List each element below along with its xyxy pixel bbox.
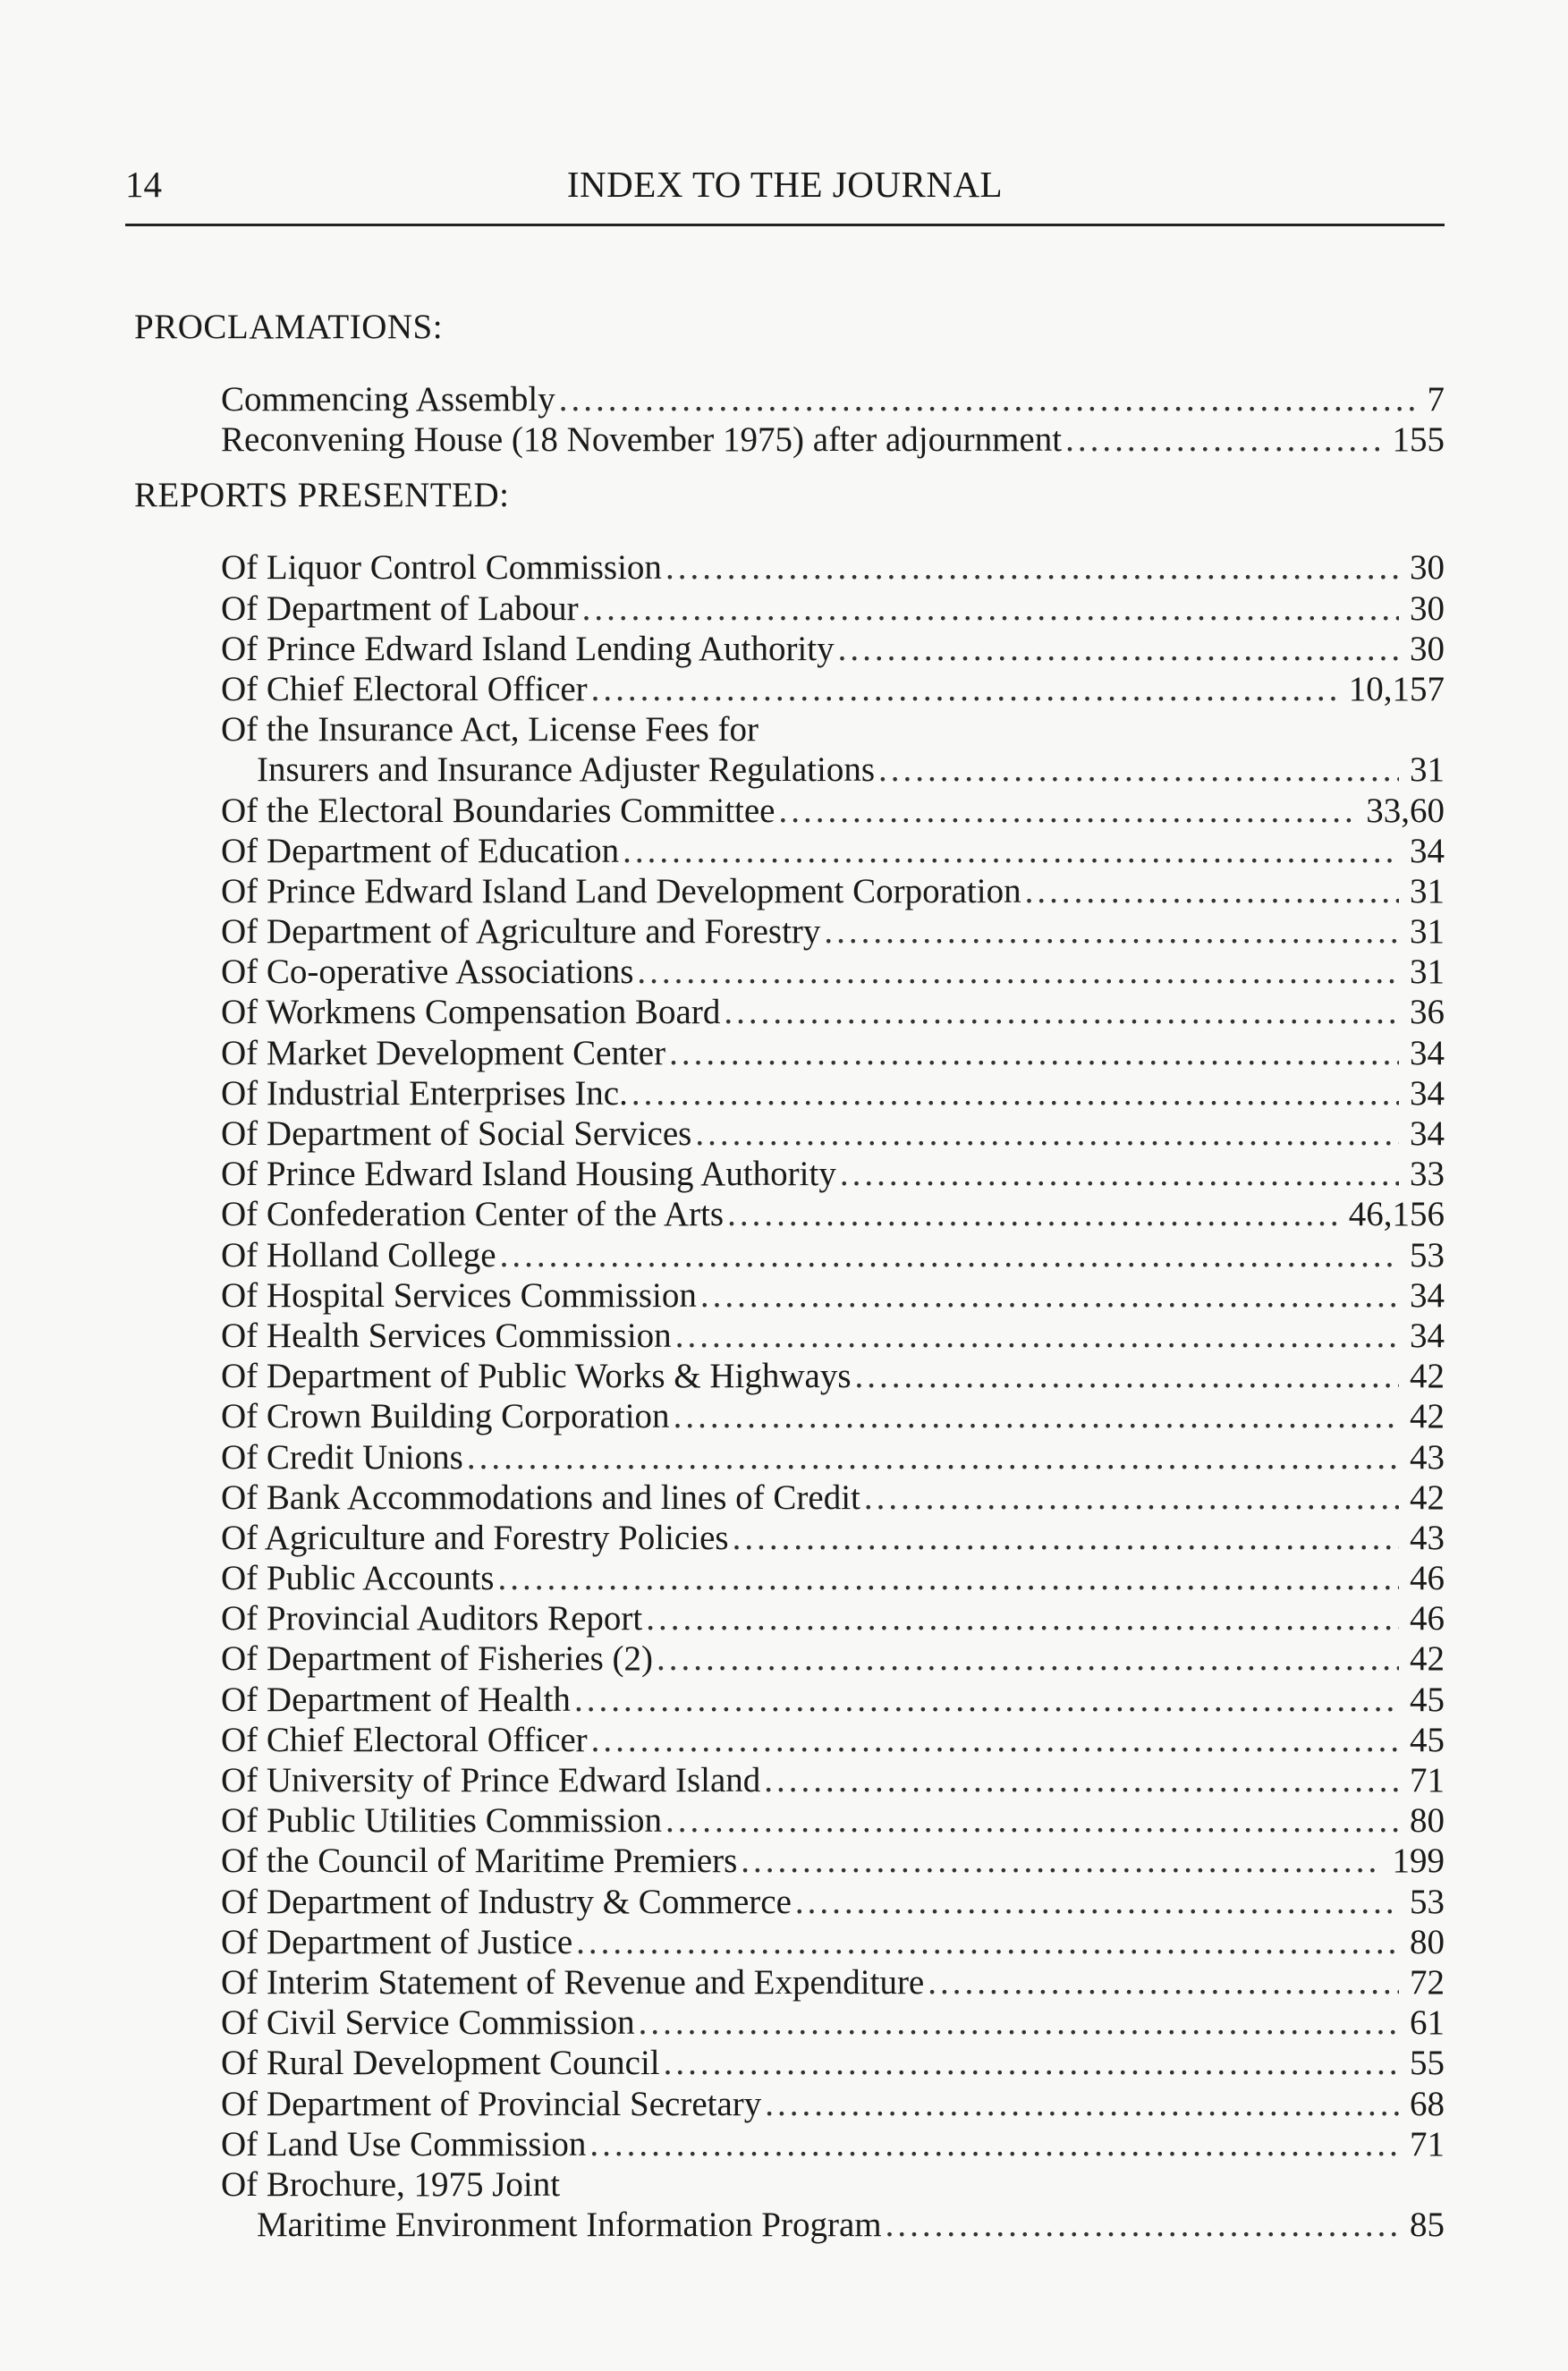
entry-label: Of University of Prince Edward Island xyxy=(221,1761,761,1799)
index-entry xyxy=(221,629,1445,669)
index-entry xyxy=(221,669,1445,709)
index-entry xyxy=(221,379,1445,419)
dot-leader xyxy=(637,952,1399,992)
dot-leader xyxy=(727,1194,1338,1234)
index-entry xyxy=(221,2124,1445,2164)
index-entry xyxy=(221,911,1445,952)
entry-page-ref: 30 xyxy=(1410,629,1445,668)
dot-leader xyxy=(582,589,1399,629)
entry-page-ref: 155 xyxy=(1392,420,1445,460)
header-rule xyxy=(125,224,1445,226)
index-entry xyxy=(221,1194,1445,1234)
entry-label: Of Department of Social Services xyxy=(221,1114,692,1153)
entry-page-ref: 80 xyxy=(1410,1922,1445,1961)
entry-label: Of Crown Building Corporation xyxy=(221,1397,670,1436)
entry-page-ref: 71 xyxy=(1410,1761,1445,1799)
entry-label: Of Co-operative Associations xyxy=(221,953,634,992)
entry-page-ref: 42 xyxy=(1410,1478,1445,1517)
dot-leader xyxy=(665,547,1399,588)
entry-page-ref: 34 xyxy=(1410,1114,1445,1153)
entry-label: Of Prince Edward Island Land Development Corporation xyxy=(221,871,1021,910)
entry-label: Of Chief Electoral Officer xyxy=(221,1720,588,1759)
entry-page-ref: 31 xyxy=(1410,750,1445,790)
index-entry xyxy=(221,952,1445,992)
dot-leader xyxy=(724,992,1399,1032)
entry-page-ref: 53 xyxy=(1410,1235,1445,1274)
dot-leader xyxy=(928,1962,1399,2003)
entry-page-ref: 31 xyxy=(1410,912,1445,952)
entry-page-ref: 34 xyxy=(1410,1316,1445,1355)
entry-page-ref: 55 xyxy=(1410,2044,1445,2083)
dot-leader xyxy=(631,1073,1399,1114)
dot-leader xyxy=(574,1680,1399,1720)
entry-page-ref: 45 xyxy=(1410,1720,1445,1759)
entry-label: Of Confederation Center of the Arts xyxy=(221,1195,725,1234)
dot-leader xyxy=(674,1396,1399,1436)
index-entry xyxy=(221,589,1445,629)
index-entry xyxy=(221,2084,1445,2124)
running-title: INDEX TO THE JOURNAL xyxy=(566,164,1004,205)
dot-leader xyxy=(497,1558,1399,1598)
entry-page-ref: 30 xyxy=(1410,589,1445,628)
dot-leader xyxy=(591,1720,1399,1760)
entry-page-ref: 43 xyxy=(1410,1437,1445,1477)
dot-leader xyxy=(576,1922,1399,1962)
dot-leader xyxy=(591,669,1338,709)
entry-label: Of Liquor Control Commission xyxy=(221,548,662,588)
index-entry xyxy=(221,1962,1445,2003)
entry-label: Of the Insurance Act, License Fees for xyxy=(221,710,759,749)
dot-leader xyxy=(589,2124,1399,2164)
index-entry xyxy=(221,1073,1445,1114)
dot-leader xyxy=(886,2205,1399,2245)
entry-page-ref: 30 xyxy=(1410,548,1445,588)
index-entry xyxy=(221,1841,1445,1881)
dot-leader xyxy=(795,1882,1399,1922)
dot-leader xyxy=(695,1114,1399,1154)
entry-label: Of Hospital Services Commission xyxy=(221,1275,697,1315)
index-entry xyxy=(221,2164,1445,2205)
index-entry xyxy=(221,2003,1445,2043)
entry-page-ref: 42 xyxy=(1410,1639,1445,1679)
proclamations-list xyxy=(221,379,1445,460)
index-entry xyxy=(221,1598,1445,1639)
entry-page-ref: 34 xyxy=(1410,831,1445,870)
index-entry xyxy=(221,1478,1445,1518)
reports-list xyxy=(221,547,1445,2245)
index-entry xyxy=(221,871,1445,911)
dot-leader xyxy=(559,379,1417,419)
entry-label: Of Provincial Auditors Report xyxy=(221,1599,643,1639)
dot-leader xyxy=(838,629,1399,669)
entry-page-ref: 34 xyxy=(1410,1275,1445,1315)
index-entry xyxy=(221,419,1445,460)
entry-page-ref: 46 xyxy=(1410,1559,1445,1598)
index-entry xyxy=(221,1356,1445,1396)
entry-label: Of Department of Public Works & Highways xyxy=(221,1357,852,1396)
dot-leader xyxy=(669,1033,1399,1073)
entry-label: Maritime Environment Information Program xyxy=(257,2206,882,2245)
index-entry xyxy=(221,831,1445,871)
dot-leader xyxy=(1025,871,1399,911)
entry-label: Of Workmens Compensation Board xyxy=(221,993,721,1032)
entry-page-ref: 80 xyxy=(1410,1801,1445,1841)
entry-page-ref: 34 xyxy=(1410,1073,1445,1113)
entry-label: Of Department of Industry & Commerce xyxy=(221,1882,792,1921)
index-entry xyxy=(221,1720,1445,1760)
section-heading-proclamations: PROCLAMATIONS: xyxy=(134,308,444,346)
index-entry xyxy=(221,709,1445,749)
entry-label: Of Market Development Center xyxy=(221,1033,666,1072)
index-entry xyxy=(221,2205,1445,2245)
entry-page-ref: 53 xyxy=(1410,1882,1445,1921)
entry-label: Of Chief Electoral Officer xyxy=(221,669,588,708)
entry-label: Commencing Assembly xyxy=(221,380,555,419)
index-entry xyxy=(221,2043,1445,2083)
index-entry xyxy=(221,992,1445,1032)
entry-label: Of Land Use Commission xyxy=(221,2124,587,2164)
index-entry xyxy=(221,1275,1445,1316)
entry-label: Of Industrial Enterprises Inc. xyxy=(221,1073,628,1113)
index-entry xyxy=(221,1922,1445,1962)
page-header xyxy=(125,157,1445,211)
entry-page-ref: 31 xyxy=(1410,871,1445,910)
entry-page-ref: 42 xyxy=(1410,1357,1445,1396)
entry-page-ref: 36 xyxy=(1410,993,1445,1032)
dot-leader xyxy=(840,1154,1399,1194)
entry-label: Of Civil Service Commission xyxy=(221,2003,635,2043)
entry-label: Of Prince Edward Island Housing Authority xyxy=(221,1155,836,1194)
entry-label: Of Public Utilities Commission xyxy=(221,1801,662,1841)
entry-label: Of Credit Unions xyxy=(221,1437,463,1477)
dot-leader xyxy=(1065,419,1381,460)
entry-page-ref: 33,60 xyxy=(1366,791,1445,830)
index-entry xyxy=(221,1114,1445,1154)
entry-label: Of Department of Agriculture and Forestry xyxy=(221,912,821,952)
dot-leader xyxy=(639,2003,1399,2043)
entry-page-ref: 46,156 xyxy=(1348,1195,1445,1234)
dot-leader xyxy=(733,1518,1399,1558)
entry-page-ref: 68 xyxy=(1410,2084,1445,2123)
index-entry xyxy=(221,1680,1445,1720)
entry-label: Of Public Accounts xyxy=(221,1559,495,1598)
dot-leader xyxy=(665,1800,1399,1841)
entry-label: Insurers and Insurance Adjuster Regulations xyxy=(257,750,875,790)
entry-page-ref: 43 xyxy=(1410,1518,1445,1557)
entry-label: Of Holland College xyxy=(221,1235,496,1274)
dot-leader xyxy=(500,1235,1399,1275)
index-content xyxy=(134,304,1445,2245)
index-entry xyxy=(221,1033,1445,1073)
index-entry xyxy=(221,1235,1445,1275)
entry-page-ref: 33 xyxy=(1410,1155,1445,1194)
entry-label: Of Health Services Commission xyxy=(221,1316,672,1355)
index-entry xyxy=(221,1316,1445,1356)
index-entry xyxy=(221,749,1445,790)
entry-page-ref: 71 xyxy=(1410,2124,1445,2164)
dot-leader xyxy=(765,2084,1399,2124)
section-heading-reports: REPORTS PRESENTED: xyxy=(134,476,510,515)
entry-page-ref: 72 xyxy=(1410,1962,1445,2002)
entry-page-ref: 10,157 xyxy=(1348,669,1445,708)
dot-leader xyxy=(824,911,1399,952)
index-entry xyxy=(221,1882,1445,1922)
dot-leader xyxy=(646,1598,1399,1639)
entry-label: Of Department of Health xyxy=(221,1680,571,1719)
entry-label: Of Department of Justice xyxy=(221,1922,573,1961)
index-entry xyxy=(221,1437,1445,1478)
dot-leader xyxy=(467,1437,1399,1478)
dot-leader xyxy=(675,1316,1399,1356)
entry-label: Of Department of Provincial Secretary xyxy=(221,2084,762,2123)
entry-label: Of Prince Edward Island Lending Authority xyxy=(221,629,835,668)
index-entry xyxy=(221,1639,1445,1679)
entry-label: Of Agriculture and Forestry Policies xyxy=(221,1518,729,1557)
dot-leader xyxy=(764,1760,1399,1800)
dot-leader xyxy=(664,2043,1399,2083)
dot-leader xyxy=(657,1639,1399,1679)
page-number: 14 xyxy=(125,164,162,205)
index-entry xyxy=(221,1760,1445,1800)
entry-page-ref: 45 xyxy=(1410,1680,1445,1719)
index-entry xyxy=(221,1800,1445,1841)
entry-label: Of Brochure, 1975 Joint xyxy=(221,2164,561,2204)
entry-page-ref: 42 xyxy=(1410,1397,1445,1436)
index-entry xyxy=(221,547,1445,588)
entry-label: Of Interim Statement of Revenue and Expenditure xyxy=(221,1962,925,2002)
entry-page-ref: 46 xyxy=(1410,1599,1445,1639)
entry-page-ref: 7 xyxy=(1427,380,1445,419)
index-entry xyxy=(221,1154,1445,1194)
entry-label: Of Rural Development Council xyxy=(221,2044,660,2083)
index-entry xyxy=(221,1396,1445,1436)
dot-leader xyxy=(623,831,1399,871)
dot-leader xyxy=(864,1478,1399,1518)
dot-leader xyxy=(700,1275,1399,1316)
entry-label: Of Bank Accommodations and lines of Credit xyxy=(221,1478,860,1517)
entry-label: Of the Council of Maritime Premiers xyxy=(221,1842,738,1881)
dot-leader xyxy=(741,1841,1381,1881)
entry-label: Of the Electoral Boundaries Committee xyxy=(221,791,776,830)
index-entry xyxy=(221,1558,1445,1598)
dot-leader xyxy=(855,1356,1399,1396)
entry-page-ref: 61 xyxy=(1410,2003,1445,2043)
entry-label: Of Department of Fisheries (2) xyxy=(221,1639,654,1679)
dot-leader xyxy=(878,749,1399,790)
entry-page-ref: 31 xyxy=(1410,953,1445,992)
entry-page-ref: 34 xyxy=(1410,1033,1445,1072)
entry-label: Of Department of Education xyxy=(221,831,620,870)
index-entry xyxy=(221,1518,1445,1558)
entry-label: Reconvening House (18 November 1975) after adjournment xyxy=(221,420,1063,460)
entry-page-ref: 199 xyxy=(1392,1842,1445,1881)
dot-leader xyxy=(779,791,1356,831)
entry-label: Of Department of Labour xyxy=(221,589,579,628)
index-entry xyxy=(221,791,1445,831)
entry-page-ref: 85 xyxy=(1410,2206,1445,2245)
